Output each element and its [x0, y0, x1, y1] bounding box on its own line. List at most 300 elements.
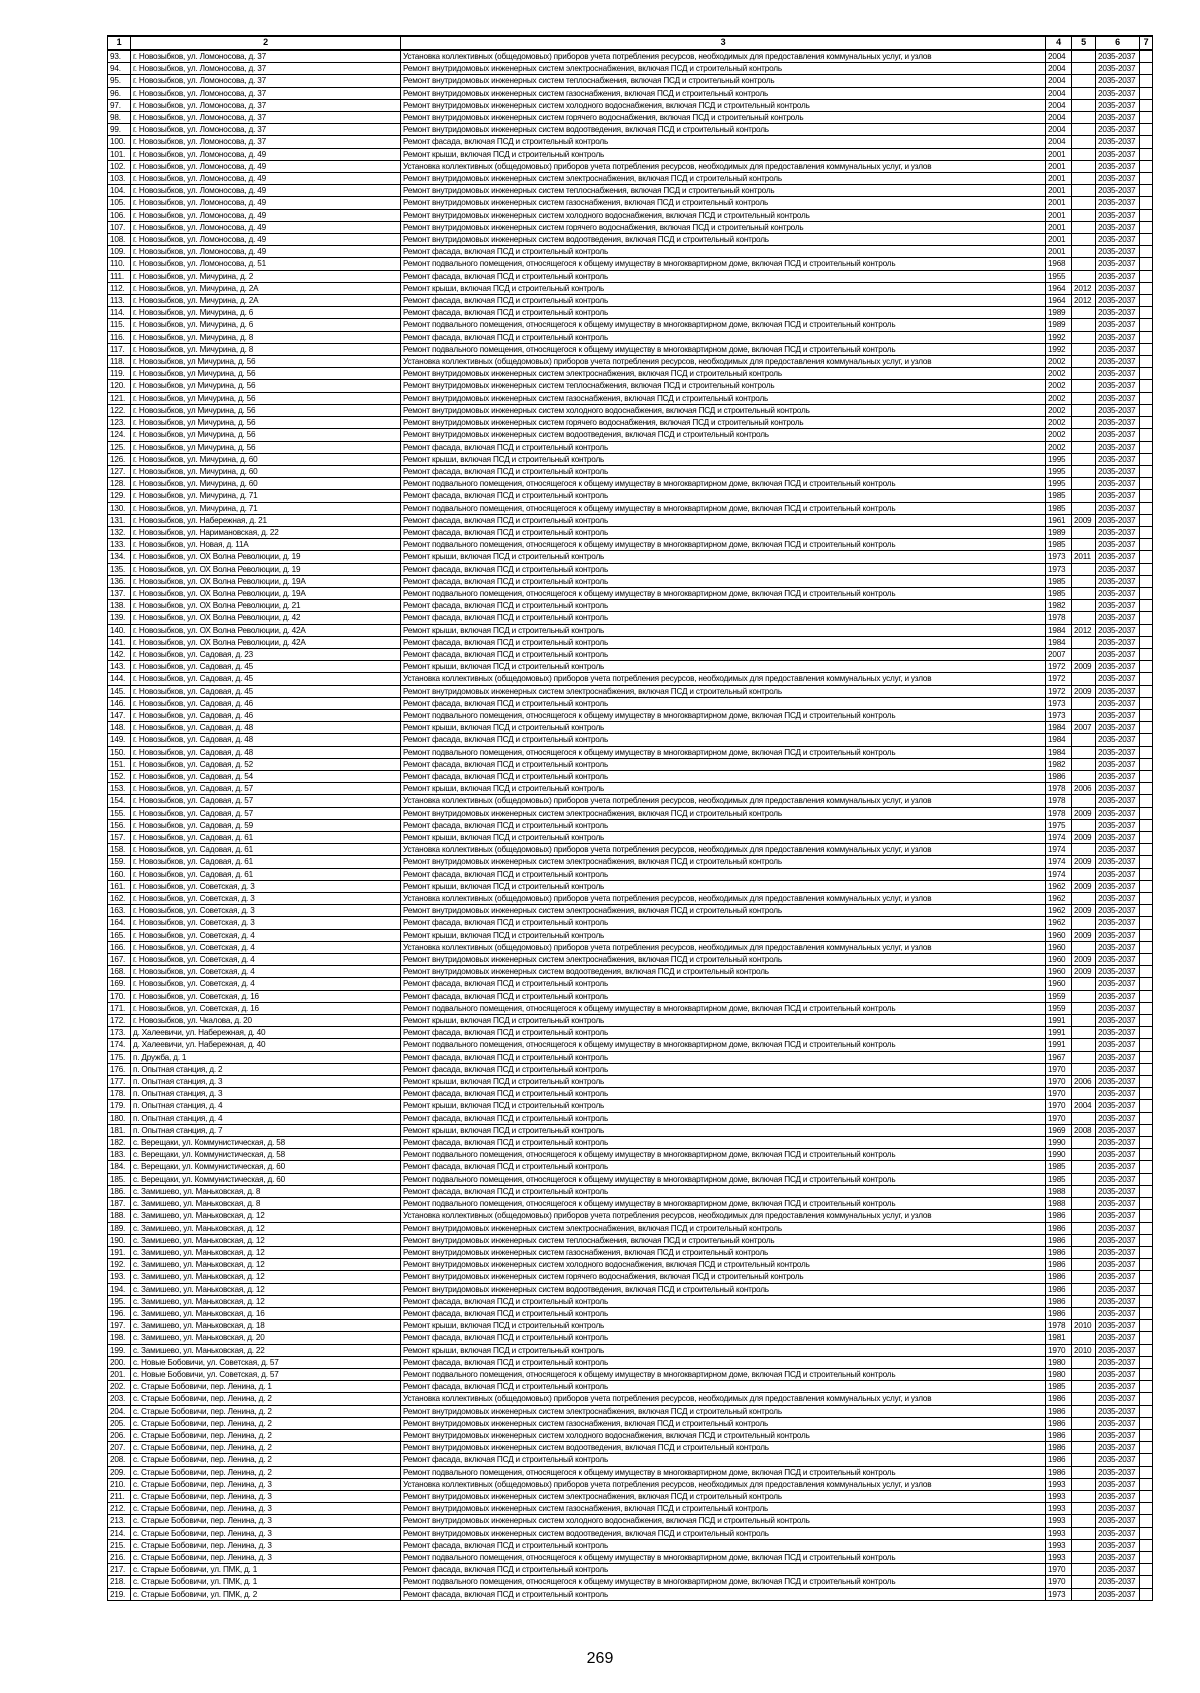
work-type-cell: Ремонт фасада, включая ПСД и строительный контроль: [401, 697, 1046, 709]
year-built-cell: 1985: [1046, 490, 1072, 502]
row-number-cell: 125.: [108, 441, 131, 453]
planned-period-cell: 2035-2037: [1096, 1124, 1140, 1136]
table-row: [108, 148, 1153, 160]
last-repair-year-cell: [1072, 1063, 1096, 1075]
address-cell: п. Дружба, д. 1: [131, 1051, 401, 1063]
row-number-cell: 209.: [108, 1466, 131, 1478]
last-repair-year-cell: [1072, 1332, 1096, 1344]
year-built-cell: 1968: [1046, 258, 1072, 270]
planned-period-cell: 2035-2037: [1096, 1405, 1140, 1417]
row-number-cell: 196.: [108, 1307, 131, 1319]
row-number-cell: 194.: [108, 1283, 131, 1295]
last-repair-year-cell: [1072, 1149, 1096, 1161]
row-number-cell: 184.: [108, 1161, 131, 1173]
row-number-cell: 199.: [108, 1344, 131, 1356]
row-number-cell: 218.: [108, 1576, 131, 1588]
empty-cell: [1140, 50, 1153, 63]
column-number-header: 1: [108, 36, 131, 50]
last-repair-year-cell: [1072, 1002, 1096, 1014]
empty-cell: [1140, 954, 1153, 966]
planned-period-cell: 2035-2037: [1096, 1564, 1140, 1576]
work-type-cell: Ремонт фасада, включая ПСД и строительный контроль: [401, 770, 1046, 782]
work-type-cell: Ремонт фасада, включая ПСД и строительный контроль: [401, 331, 1046, 343]
table-row: [108, 758, 1153, 770]
row-number-cell: 163.: [108, 905, 131, 917]
address-cell: г. Новозыбков, ул. Мичурина, д. 60: [131, 465, 401, 477]
table-row: [108, 1027, 1153, 1039]
table-row: [108, 282, 1153, 294]
last-repair-year-cell: [1072, 978, 1096, 990]
row-number-cell: 139.: [108, 612, 131, 624]
empty-cell: [1140, 648, 1153, 660]
empty-cell: [1140, 1381, 1153, 1393]
last-repair-year-cell: [1072, 87, 1096, 99]
planned-period-cell: 2035-2037: [1096, 1173, 1140, 1185]
address-cell: с. Замишево, ул. Маньковская, д. 20: [131, 1332, 401, 1344]
year-built-cell: 1989: [1046, 307, 1072, 319]
table-row: [108, 1417, 1153, 1429]
address-cell: г. Новозыбков, ул. Садовая, д. 61: [131, 868, 401, 880]
address-cell: г. Новозыбков, ул. Наримановская, д. 22: [131, 526, 401, 538]
year-built-cell: 1985: [1046, 1381, 1072, 1393]
row-number-cell: 113.: [108, 295, 131, 307]
row-number-cell: 206.: [108, 1429, 131, 1441]
planned-period-cell: 2035-2037: [1096, 173, 1140, 185]
row-number-cell: 204.: [108, 1405, 131, 1417]
work-type-cell: Ремонт фасада, включая ПСД и строительный контроль: [401, 600, 1046, 612]
row-number-cell: 156.: [108, 819, 131, 831]
table-row: [108, 465, 1153, 477]
year-built-cell: 1984: [1046, 636, 1072, 648]
row-number-cell: 185.: [108, 1173, 131, 1185]
row-number-cell: 153.: [108, 783, 131, 795]
work-type-cell: Ремонт фасада, включая ПСД и строительный контроль: [401, 514, 1046, 526]
table-row: [108, 185, 1153, 197]
empty-cell: [1140, 844, 1153, 856]
row-number-cell: 174.: [108, 1039, 131, 1051]
year-built-cell: 1974: [1046, 868, 1072, 880]
empty-cell: [1140, 636, 1153, 648]
empty-cell: [1140, 1417, 1153, 1429]
row-number-cell: 144.: [108, 673, 131, 685]
last-repair-year-cell: [1072, 331, 1096, 343]
last-repair-year-cell: [1072, 1588, 1096, 1600]
address-cell: с. Новые Бобовичи, ул. Советская, д. 57: [131, 1368, 401, 1380]
last-repair-year-cell: [1072, 734, 1096, 746]
table-row: [108, 160, 1153, 172]
year-built-cell: 1978: [1046, 783, 1072, 795]
last-repair-year-cell: [1072, 1539, 1096, 1551]
table-row: [108, 270, 1153, 282]
table-row: [108, 1271, 1153, 1283]
column-number-header: 6: [1096, 36, 1140, 50]
address-cell: г. Новозыбков, ул. Чкалова, д. 20: [131, 1015, 401, 1027]
empty-cell: [1140, 807, 1153, 819]
last-repair-year-cell: [1072, 1551, 1096, 1563]
empty-cell: [1140, 295, 1153, 307]
year-built-cell: 1974: [1046, 832, 1072, 844]
last-repair-year-cell: [1072, 1295, 1096, 1307]
table-row: [108, 709, 1153, 721]
last-repair-year-cell: [1072, 648, 1096, 660]
address-cell: с. Верещаки, ул. Коммунистическая, д. 58: [131, 1149, 401, 1161]
year-built-cell: 1984: [1046, 624, 1072, 636]
empty-cell: [1140, 1515, 1153, 1527]
empty-cell: [1140, 1368, 1153, 1380]
address-cell: с. Замишево, ул. Маньковская, д. 16: [131, 1307, 401, 1319]
planned-period-cell: 2035-2037: [1096, 709, 1140, 721]
year-built-cell: 1981: [1046, 1332, 1072, 1344]
year-built-cell: 1985: [1046, 1173, 1072, 1185]
planned-period-cell: 2035-2037: [1096, 1478, 1140, 1490]
work-type-cell: Ремонт подвального помещения, относящегося к общему имуществу в многоквартирном доме, включая ПСД и строительный контроль: [401, 258, 1046, 270]
work-type-cell: Ремонт внутридомовых инженерных систем холодного водоснабжения, включая ПСД и строительный контроль: [401, 404, 1046, 416]
planned-period-cell: 2035-2037: [1096, 1503, 1140, 1515]
table-row: [108, 770, 1153, 782]
address-cell: г. Новозыбков, ул. Садовая, д. 61: [131, 856, 401, 868]
last-repair-year-cell: [1072, 1490, 1096, 1502]
work-type-cell: Ремонт внутридомовых инженерных систем электроснабжения, включая ПСД и строительный контроль: [401, 856, 1046, 868]
table-row: [108, 978, 1153, 990]
planned-period-cell: 2035-2037: [1096, 893, 1140, 905]
planned-period-cell: 2035-2037: [1096, 1576, 1140, 1588]
address-cell: г. Новозыбков, ул. Советская, д. 3: [131, 905, 401, 917]
address-cell: г. Новозыбков, ул. Мичурина, д. 71: [131, 490, 401, 502]
year-built-cell: 1986: [1046, 1405, 1072, 1417]
work-type-cell: Ремонт внутридомовых инженерных систем газоснабжения, включая ПСД и строительный контроль: [401, 1417, 1046, 1429]
address-cell: г. Новозыбков, ул. Садовая, д. 57: [131, 795, 401, 807]
row-number-cell: 107.: [108, 221, 131, 233]
year-built-cell: 1992: [1046, 331, 1072, 343]
address-cell: г. Новозыбков, ул. Мичурина, д. 6: [131, 307, 401, 319]
last-repair-year-cell: 2009: [1072, 905, 1096, 917]
year-built-cell: 2002: [1046, 404, 1072, 416]
planned-period-cell: 2035-2037: [1096, 1015, 1140, 1027]
row-number-cell: 129.: [108, 490, 131, 502]
address-cell: с. Старые Бобовичи, ул. ПМК, д. 2: [131, 1588, 401, 1600]
planned-period-cell: 2035-2037: [1096, 1051, 1140, 1063]
row-number-cell: 111.: [108, 270, 131, 282]
table-row: [108, 697, 1153, 709]
work-type-cell: Ремонт внутридомовых инженерных систем водоотведения, включая ПСД и строительный контроль: [401, 1442, 1046, 1454]
work-type-cell: Ремонт фасада, включая ПСД и строительный контроль: [401, 612, 1046, 624]
work-type-cell: Ремонт внутридомовых инженерных систем газоснабжения, включая ПСД и строительный контроль: [401, 1503, 1046, 1515]
row-number-cell: 94.: [108, 63, 131, 75]
last-repair-year-cell: [1072, 575, 1096, 587]
empty-cell: [1140, 600, 1153, 612]
row-number-cell: 155.: [108, 807, 131, 819]
address-cell: с. Новые Бобовичи, ул. Советская, д. 57: [131, 1356, 401, 1368]
row-number-cell: 101.: [108, 148, 131, 160]
address-cell: г. Новозыбков, ул. Ломоносова, д. 37: [131, 75, 401, 87]
empty-cell: [1140, 1356, 1153, 1368]
table-row: [108, 197, 1153, 209]
last-repair-year-cell: [1072, 502, 1096, 514]
table-row: [108, 50, 1153, 63]
row-number-cell: 189.: [108, 1222, 131, 1234]
planned-period-cell: 2035-2037: [1096, 1466, 1140, 1478]
table-row: [108, 1393, 1153, 1405]
row-number-cell: 180.: [108, 1112, 131, 1124]
last-repair-year-cell: [1072, 636, 1096, 648]
year-built-cell: 1986: [1046, 1454, 1072, 1466]
row-number-cell: 114.: [108, 307, 131, 319]
row-number-cell: 182.: [108, 1137, 131, 1149]
address-cell: г. Новозыбков, ул. Мичурина, д. 71: [131, 502, 401, 514]
work-type-cell: Ремонт фасада, включая ПСД и строительный контроль: [401, 819, 1046, 831]
empty-cell: [1140, 331, 1153, 343]
row-number-cell: 126.: [108, 453, 131, 465]
empty-cell: [1140, 709, 1153, 721]
row-number-cell: 195.: [108, 1295, 131, 1307]
planned-period-cell: 2035-2037: [1096, 832, 1140, 844]
address-cell: с. Замишево, ул. Маньковская, д. 12: [131, 1259, 401, 1271]
last-repair-year-cell: 2008: [1072, 1124, 1096, 1136]
last-repair-year-cell: [1072, 795, 1096, 807]
empty-cell: [1140, 221, 1153, 233]
empty-cell: [1140, 1063, 1153, 1075]
work-type-cell: Ремонт внутридомовых инженерных систем электроснабжения, включая ПСД и строительный контроль: [401, 905, 1046, 917]
row-number-cell: 109.: [108, 246, 131, 258]
table-row: [108, 1320, 1153, 1332]
table-row: [108, 112, 1153, 124]
planned-period-cell: 2035-2037: [1096, 1210, 1140, 1222]
empty-cell: [1140, 941, 1153, 953]
column-number-header: 3: [401, 36, 1046, 50]
row-number-cell: 149.: [108, 734, 131, 746]
empty-cell: [1140, 1271, 1153, 1283]
work-type-cell: Установка коллективных (общедомовых) приборов учета потребления ресурсов, необходимых для предоставления коммунальных услуг, и узлов: [401, 1393, 1046, 1405]
table-row: [108, 356, 1153, 368]
year-built-cell: 1967: [1046, 1051, 1072, 1063]
work-type-cell: Ремонт подвального помещения, относящегося к общему имуществу в многоквартирном доме, включая ПСД и строительный контроль: [401, 343, 1046, 355]
work-type-cell: Ремонт подвального помещения, относящегося к общему имуществу в многоквартирном доме, включая ПСД и строительный контроль: [401, 1198, 1046, 1210]
last-repair-year-cell: [1072, 1503, 1096, 1515]
row-number-cell: 151.: [108, 758, 131, 770]
table-row: [108, 1442, 1153, 1454]
planned-period-cell: 2035-2037: [1096, 1454, 1140, 1466]
address-cell: с. Старые Бобовичи, пер. Ленина, д. 3: [131, 1539, 401, 1551]
planned-period-cell: 2035-2037: [1096, 1185, 1140, 1197]
address-cell: г. Новозыбков, ул. Советская, д. 4: [131, 966, 401, 978]
address-cell: с. Замишево, ул. Маньковская, д. 12: [131, 1222, 401, 1234]
last-repair-year-cell: [1072, 844, 1096, 856]
year-built-cell: 2004: [1046, 124, 1072, 136]
empty-cell: [1140, 1307, 1153, 1319]
year-built-cell: 1972: [1046, 661, 1072, 673]
planned-period-cell: 2035-2037: [1096, 63, 1140, 75]
year-built-cell: 1984: [1046, 722, 1072, 734]
work-type-cell: Ремонт фасада, включая ПСД и строительный контроль: [401, 465, 1046, 477]
empty-cell: [1140, 1295, 1153, 1307]
planned-period-cell: 2035-2037: [1096, 441, 1140, 453]
planned-period-cell: 2035-2037: [1096, 1161, 1140, 1173]
table-row: [108, 941, 1153, 953]
year-built-cell: 2002: [1046, 417, 1072, 429]
work-type-cell: Ремонт фасада, включая ПСД и строительный контроль: [401, 563, 1046, 575]
row-number-cell: 179.: [108, 1100, 131, 1112]
last-repair-year-cell: [1072, 1112, 1096, 1124]
row-number-cell: 154.: [108, 795, 131, 807]
year-built-cell: 1973: [1046, 709, 1072, 721]
table-row: [108, 1368, 1153, 1380]
year-built-cell: 1978: [1046, 795, 1072, 807]
table-row: [108, 1283, 1153, 1295]
address-cell: г. Новозыбков, ул. Садовая, д. 48: [131, 746, 401, 758]
year-built-cell: 2001: [1046, 185, 1072, 197]
row-number-cell: 211.: [108, 1490, 131, 1502]
last-repair-year-cell: [1072, 417, 1096, 429]
planned-period-cell: 2035-2037: [1096, 807, 1140, 819]
planned-period-cell: 2035-2037: [1096, 343, 1140, 355]
address-cell: г. Новозыбков, ул. Ломоносова, д. 51: [131, 258, 401, 270]
year-built-cell: 1986: [1046, 1210, 1072, 1222]
address-cell: с. Замишево, ул. Маньковская, д. 12: [131, 1246, 401, 1258]
empty-cell: [1140, 563, 1153, 575]
empty-cell: [1140, 856, 1153, 868]
last-repair-year-cell: [1072, 1393, 1096, 1405]
planned-period-cell: 2035-2037: [1096, 868, 1140, 880]
last-repair-year-cell: 2009: [1072, 807, 1096, 819]
address-cell: г. Новозыбков, ул. Мичурина, д. 2А: [131, 282, 401, 294]
row-number-cell: 183.: [108, 1149, 131, 1161]
work-type-cell: Ремонт фасада, включая ПСД и строительный контроль: [401, 1063, 1046, 1075]
empty-cell: [1140, 258, 1153, 270]
row-number-cell: 136.: [108, 575, 131, 587]
empty-cell: [1140, 978, 1153, 990]
empty-cell: [1140, 1210, 1153, 1222]
address-cell: д. Халеевичи, ул. Набережная, д. 40: [131, 1039, 401, 1051]
empty-cell: [1140, 526, 1153, 538]
planned-period-cell: 2035-2037: [1096, 1307, 1140, 1319]
table-row: [108, 685, 1153, 697]
year-built-cell: 1993: [1046, 1515, 1072, 1527]
work-type-cell: Ремонт внутридомовых инженерных систем теплоснабжения, включая ПСД и строительный контроль: [401, 185, 1046, 197]
table-row: [108, 1149, 1153, 1161]
last-repair-year-cell: [1072, 1356, 1096, 1368]
table-row: [108, 893, 1153, 905]
work-type-cell: Ремонт подвального помещения, относящегося к общему имуществу в многоквартирном доме, включая ПСД и строительный контроль: [401, 539, 1046, 551]
year-built-cell: 2001: [1046, 246, 1072, 258]
planned-period-cell: 2035-2037: [1096, 734, 1140, 746]
year-built-cell: 1986: [1046, 1442, 1072, 1454]
empty-cell: [1140, 209, 1153, 221]
empty-cell: [1140, 1137, 1153, 1149]
row-number-cell: 158.: [108, 844, 131, 856]
planned-period-cell: 2035-2037: [1096, 246, 1140, 258]
work-type-cell: Ремонт внутридомовых инженерных систем горячего водоснабжения, включая ПСД и строительный контроль: [401, 112, 1046, 124]
address-cell: г. Новозыбков, ул. Ломоносова, д. 37: [131, 136, 401, 148]
address-cell: г. Новозыбков, ул. Садовая, д. 61: [131, 832, 401, 844]
empty-cell: [1140, 868, 1153, 880]
table-row: [108, 844, 1153, 856]
last-repair-year-cell: [1072, 1015, 1096, 1027]
table-row: [108, 490, 1153, 502]
year-built-cell: 2004: [1046, 136, 1072, 148]
year-built-cell: 1988: [1046, 1185, 1072, 1197]
planned-period-cell: 2035-2037: [1096, 1063, 1140, 1075]
row-number-cell: 127.: [108, 465, 131, 477]
empty-cell: [1140, 819, 1153, 831]
address-cell: г. Новозыбков, ул. Советская, д. 4: [131, 941, 401, 953]
work-type-cell: Установка коллективных (общедомовых) приборов учета потребления ресурсов, необходимых для предоставления коммунальных услуг, и узлов: [401, 893, 1046, 905]
planned-period-cell: 2035-2037: [1096, 648, 1140, 660]
year-built-cell: 1973: [1046, 563, 1072, 575]
planned-period-cell: 2035-2037: [1096, 1076, 1140, 1088]
table-row: [108, 905, 1153, 917]
last-repair-year-cell: [1072, 319, 1096, 331]
table-row: [108, 1295, 1153, 1307]
work-type-cell: Ремонт внутридомовых инженерных систем газоснабжения, включая ПСД и строительный контроль: [401, 1246, 1046, 1258]
address-cell: г. Новозыбков, ул. Ломоносова, д. 49: [131, 173, 401, 185]
work-type-cell: Установка коллективных (общедомовых) приборов учета потребления ресурсов, необходимых для предоставления коммунальных услуг, и узлов: [401, 160, 1046, 172]
table-row: [108, 404, 1153, 416]
year-built-cell: 1961: [1046, 514, 1072, 526]
row-number-cell: 102.: [108, 160, 131, 172]
year-built-cell: 1986: [1046, 1259, 1072, 1271]
planned-period-cell: 2035-2037: [1096, 1137, 1140, 1149]
last-repair-year-cell: 2011: [1072, 551, 1096, 563]
planned-period-cell: 2035-2037: [1096, 1149, 1140, 1161]
row-number-cell: 160.: [108, 868, 131, 880]
empty-cell: [1140, 1478, 1153, 1490]
address-cell: г. Новозыбков, ул. Советская, д. 3: [131, 880, 401, 892]
empty-cell: [1140, 99, 1153, 111]
empty-cell: [1140, 1076, 1153, 1088]
address-cell: с. Замишево, ул. Маньковская, д. 18: [131, 1320, 401, 1332]
last-repair-year-cell: [1072, 429, 1096, 441]
table-row: [108, 929, 1153, 941]
empty-cell: [1140, 1344, 1153, 1356]
planned-period-cell: 2035-2037: [1096, 490, 1140, 502]
last-repair-year-cell: [1072, 1088, 1096, 1100]
planned-period-cell: 2035-2037: [1096, 600, 1140, 612]
address-cell: с. Замишево, ул. Маньковская, д. 12: [131, 1210, 401, 1222]
empty-cell: [1140, 1393, 1153, 1405]
address-cell: г. Новозыбков, ул. ОХ Волна Революции, д. 42А: [131, 624, 401, 636]
work-type-cell: Ремонт фасада, включая ПСД и строительный контроль: [401, 1332, 1046, 1344]
planned-period-cell: 2035-2037: [1096, 465, 1140, 477]
row-number-cell: 134.: [108, 551, 131, 563]
year-built-cell: 1991: [1046, 1027, 1072, 1039]
table-row: [108, 1405, 1153, 1417]
address-cell: г. Новозыбков, ул. Садовая, д. 45: [131, 685, 401, 697]
address-cell: с. Замишево, ул. Маньковская, д. 12: [131, 1283, 401, 1295]
table-row: [108, 868, 1153, 880]
year-built-cell: 1970: [1046, 1576, 1072, 1588]
year-built-cell: 2001: [1046, 221, 1072, 233]
planned-period-cell: 2035-2037: [1096, 197, 1140, 209]
planned-period-cell: 2035-2037: [1096, 917, 1140, 929]
column-number-header: 4: [1046, 36, 1072, 50]
planned-period-cell: 2035-2037: [1096, 795, 1140, 807]
table-row: [108, 856, 1153, 868]
year-built-cell: 2001: [1046, 234, 1072, 246]
last-repair-year-cell: [1072, 99, 1096, 111]
year-built-cell: 1974: [1046, 844, 1072, 856]
empty-cell: [1140, 478, 1153, 490]
empty-cell: [1140, 1027, 1153, 1039]
year-built-cell: 1970: [1046, 1344, 1072, 1356]
year-built-cell: 1972: [1046, 685, 1072, 697]
address-cell: с. Старые Бобовичи, пер. Ленина, д. 1: [131, 1381, 401, 1393]
year-built-cell: 1991: [1046, 1039, 1072, 1051]
work-type-cell: Ремонт фасада, включая ПСД и строительный контроль: [401, 1185, 1046, 1197]
last-repair-year-cell: [1072, 1027, 1096, 1039]
row-number-cell: 164.: [108, 917, 131, 929]
empty-cell: [1140, 1149, 1153, 1161]
year-built-cell: 2001: [1046, 173, 1072, 185]
